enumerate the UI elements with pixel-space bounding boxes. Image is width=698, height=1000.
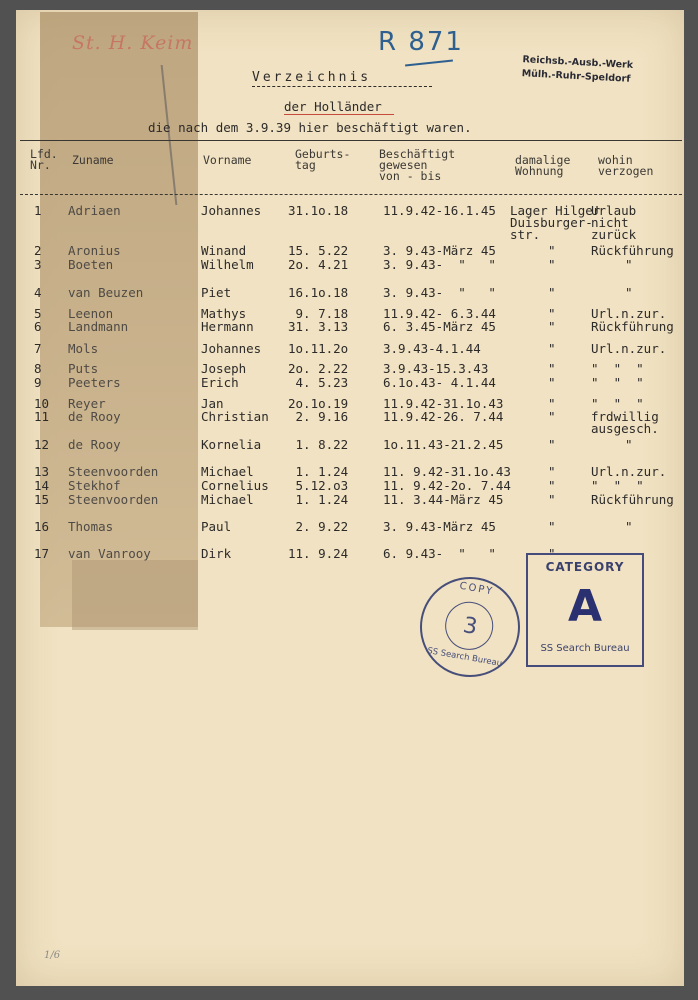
row-wohnung: " xyxy=(548,319,556,334)
row-nr: 16 xyxy=(34,519,50,534)
row-zuname: Peeters xyxy=(68,375,121,390)
row-wohnung: " xyxy=(548,243,556,258)
row-vorname: Paul xyxy=(201,519,232,534)
company-stamp-line2: Mülh.-Ruhr-Speldorf xyxy=(521,68,631,85)
row-beschaeftigt: 11. 3.44-März 45 xyxy=(383,492,504,507)
row-verzogen: Urlaub nicht zurück xyxy=(591,203,637,242)
row-vorname: Christian xyxy=(201,409,269,424)
row-nr: 10 xyxy=(34,396,50,411)
row-beschaeftigt: 6. 3.45-März 45 xyxy=(383,319,496,334)
copy-stamp-label: COPY xyxy=(458,580,495,598)
row-zuname: Puts xyxy=(68,361,99,376)
row-nr: 6 xyxy=(34,319,42,334)
row-zuname: de Rooy xyxy=(68,437,121,452)
row-zuname: van Vanrooy xyxy=(68,546,151,561)
column-header-beschaeftigt: Beschäftigt gewesen von - bis xyxy=(379,147,456,183)
company-stamp-line1: Reichsb.-Ausb.-Werk xyxy=(522,54,634,71)
row-vorname: Michael xyxy=(201,492,254,507)
row-zuname: Steenvoorden xyxy=(68,492,159,507)
category-stamp xyxy=(526,553,644,667)
column-header-vorname: Vorname xyxy=(203,153,252,167)
document-title: Verzeichnis xyxy=(252,70,372,85)
row-vorname: Dirk xyxy=(201,546,232,561)
row-verzogen: " " " xyxy=(591,396,644,411)
row-verzogen: " xyxy=(625,437,633,452)
row-beschaeftigt: 3. 9.43- " " xyxy=(383,257,496,272)
row-wohnung: " xyxy=(548,361,556,376)
row-beschaeftigt: 3. 9.43-März 45 xyxy=(383,519,496,534)
row-nr: 7 xyxy=(34,341,42,356)
row-wohnung: " xyxy=(548,396,556,411)
row-beschaeftigt: 6. 9.43- " " xyxy=(383,546,496,561)
row-verzogen: Rückführung xyxy=(591,492,674,507)
subtitle-red-underline xyxy=(284,114,394,115)
row-geburtstag: 1. 1.24 xyxy=(288,464,349,479)
row-vorname: Michael xyxy=(201,464,254,479)
row-verzogen: Rückführung xyxy=(591,243,674,258)
row-beschaeftigt: 11.9.42- 6.3.44 xyxy=(383,306,496,321)
row-geburtstag: 1. 1.24 xyxy=(288,492,349,507)
row-geburtstag: 9. 7.18 xyxy=(288,306,349,321)
row-beschaeftigt: 11.9.42-26. 7.44 xyxy=(383,409,504,424)
row-zuname: Boeten xyxy=(68,257,114,272)
row-geburtstag: 2o. 4.21 xyxy=(288,257,349,272)
row-zuname: Reyer xyxy=(68,396,106,411)
row-zuname: Leenon xyxy=(68,306,114,321)
row-beschaeftigt: 11.9.42-31.1o.43 xyxy=(383,396,504,411)
row-vorname: Wilhelm xyxy=(201,257,254,272)
row-verzogen: " xyxy=(625,257,633,272)
row-geburtstag: 31.1o.18 xyxy=(288,203,349,218)
row-nr: 5 xyxy=(34,306,42,321)
row-geburtstag: 16.1o.18 xyxy=(288,285,349,300)
row-wohnung: " xyxy=(548,375,556,390)
column-header-geburt: Geburts- tag xyxy=(295,147,351,172)
row-zuname: van Beuzen xyxy=(68,285,144,300)
row-beschaeftigt: 11. 9.42-2o. 7.44 xyxy=(383,478,511,493)
row-zuname: de Rooy xyxy=(68,409,121,424)
row-geburtstag: 5.12.o3 xyxy=(288,478,349,493)
row-nr: 2 xyxy=(34,243,42,258)
row-wohnung: " xyxy=(548,306,556,321)
row-vorname: Mathys xyxy=(201,306,247,321)
document-subtitle: der Holländer xyxy=(284,99,382,114)
copy-stamp-number: 3 xyxy=(461,612,480,641)
row-verzogen: Rückführung xyxy=(591,319,674,334)
row-zuname: Steenvoorden xyxy=(68,464,159,479)
row-geburtstag: 2o. 2.22 xyxy=(288,361,349,376)
row-zuname: Aronius xyxy=(68,243,121,258)
category-stamp-letter: A xyxy=(567,581,603,632)
row-wohnung: " xyxy=(548,478,556,493)
row-vorname: Erich xyxy=(201,375,239,390)
category-stamp-label: CATEGORY xyxy=(545,560,625,574)
row-verzogen: Url.n.zur. xyxy=(591,306,667,321)
row-vorname: Joseph xyxy=(201,361,247,376)
row-vorname: Johannes xyxy=(201,341,262,356)
row-zuname: Mols xyxy=(68,341,99,356)
document-intro: die nach dem 3.9.39 hier beschäftigt waren. xyxy=(148,120,472,135)
row-geburtstag: 1o.11.2o xyxy=(288,341,349,356)
row-wohnung: Lager Hilger Duisburger- str. xyxy=(510,203,601,242)
row-beschaeftigt: 1o.11.43-21.2.45 xyxy=(383,437,504,452)
row-nr: 13 xyxy=(34,464,50,479)
column-header-nr: Lfd. Nr. xyxy=(30,147,58,172)
row-verzogen: Url.n.zur. xyxy=(591,341,667,356)
row-vorname: Hermann xyxy=(201,319,254,334)
row-vorname: Jan xyxy=(201,396,224,411)
row-geburtstag: 4. 5.23 xyxy=(288,375,349,390)
row-wohnung: " xyxy=(548,409,556,424)
row-vorname: Johannes xyxy=(201,203,262,218)
row-wohnung: " xyxy=(548,341,556,356)
category-stamp-bureau: SS Search Bureau xyxy=(540,643,630,654)
row-nr: 14 xyxy=(34,478,50,493)
row-zuname: Adriaen xyxy=(68,203,121,218)
row-nr: 4 xyxy=(34,285,42,300)
pencil-page-note: 1/6 xyxy=(44,950,61,961)
column-header-verzogen: wohin verzogen xyxy=(598,153,654,178)
row-verzogen: " xyxy=(625,519,633,534)
row-nr: 8 xyxy=(34,361,42,376)
row-vorname: Winand xyxy=(201,243,247,258)
row-vorname: Cornelius xyxy=(201,478,269,493)
row-wohnung: " xyxy=(548,546,556,561)
row-zuname: Landmann xyxy=(68,319,129,334)
row-zuname: Thomas xyxy=(68,519,114,534)
row-geburtstag: 31. 3.13 xyxy=(288,319,349,334)
row-nr: 15 xyxy=(34,492,50,507)
copy-stamp-bureau: SS Search Bureau xyxy=(426,646,503,670)
row-verzogen: " " " xyxy=(591,361,644,376)
row-zuname: Stekhof xyxy=(68,478,121,493)
row-verzogen: frdwillig ausgesch. xyxy=(591,409,659,436)
row-geburtstag: 2. 9.22 xyxy=(288,519,349,534)
row-beschaeftigt: 3.9.43-4.1.44 xyxy=(383,341,481,356)
column-header-name: Zuname xyxy=(72,153,114,167)
row-beschaeftigt: 3. 9.43- " " xyxy=(383,285,496,300)
row-wohnung: " xyxy=(548,492,556,507)
row-nr: 3 xyxy=(34,257,42,272)
row-nr: 1 xyxy=(34,203,42,218)
table-header-rule xyxy=(20,194,682,195)
row-vorname: Kornelia xyxy=(201,437,262,452)
table-top-rule xyxy=(20,140,682,141)
row-verzogen: " xyxy=(625,285,633,300)
row-nr: 11 xyxy=(34,409,50,424)
row-vorname: Piet xyxy=(201,285,232,300)
row-beschaeftigt: 3.9.43-15.3.43 xyxy=(383,361,489,376)
row-verzogen: Url.n.zur. xyxy=(591,464,667,479)
row-wohnung: " xyxy=(548,519,556,534)
row-nr: 12 xyxy=(34,437,50,452)
row-wohnung: " xyxy=(548,437,556,452)
row-beschaeftigt: 11.9.42-16.1.45 xyxy=(383,203,496,218)
company-stamp xyxy=(521,53,633,87)
tape-residue xyxy=(72,560,198,630)
row-geburtstag: 1. 8.22 xyxy=(288,437,349,452)
row-nr: 17 xyxy=(34,546,50,561)
row-geburtstag: 2. 9.16 xyxy=(288,409,349,424)
row-beschaeftigt: 3. 9.43-März 45 xyxy=(383,243,496,258)
row-geburtstag: 15. 5.22 xyxy=(288,243,349,258)
row-wohnung: " xyxy=(548,464,556,479)
row-verzogen: " " " xyxy=(591,478,644,493)
row-geburtstag: 2o.1o.19 xyxy=(288,396,349,411)
row-wohnung: " xyxy=(548,285,556,300)
row-beschaeftigt: 6.1o.43- 4.1.44 xyxy=(383,375,496,390)
column-header-wohnung: damalige Wohnung xyxy=(515,153,571,178)
handwritten-reference: R 871 xyxy=(378,27,464,57)
row-wohnung: " xyxy=(548,257,556,272)
row-verzogen: " " " xyxy=(591,375,644,390)
title-underline xyxy=(252,86,432,88)
handwritten-name: St. H. Keim xyxy=(72,32,194,54)
row-geburtstag: 11. 9.24 xyxy=(288,546,349,561)
row-nr: 9 xyxy=(34,375,42,390)
row-beschaeftigt: 11. 9.42-31.1o.43 xyxy=(383,464,511,479)
